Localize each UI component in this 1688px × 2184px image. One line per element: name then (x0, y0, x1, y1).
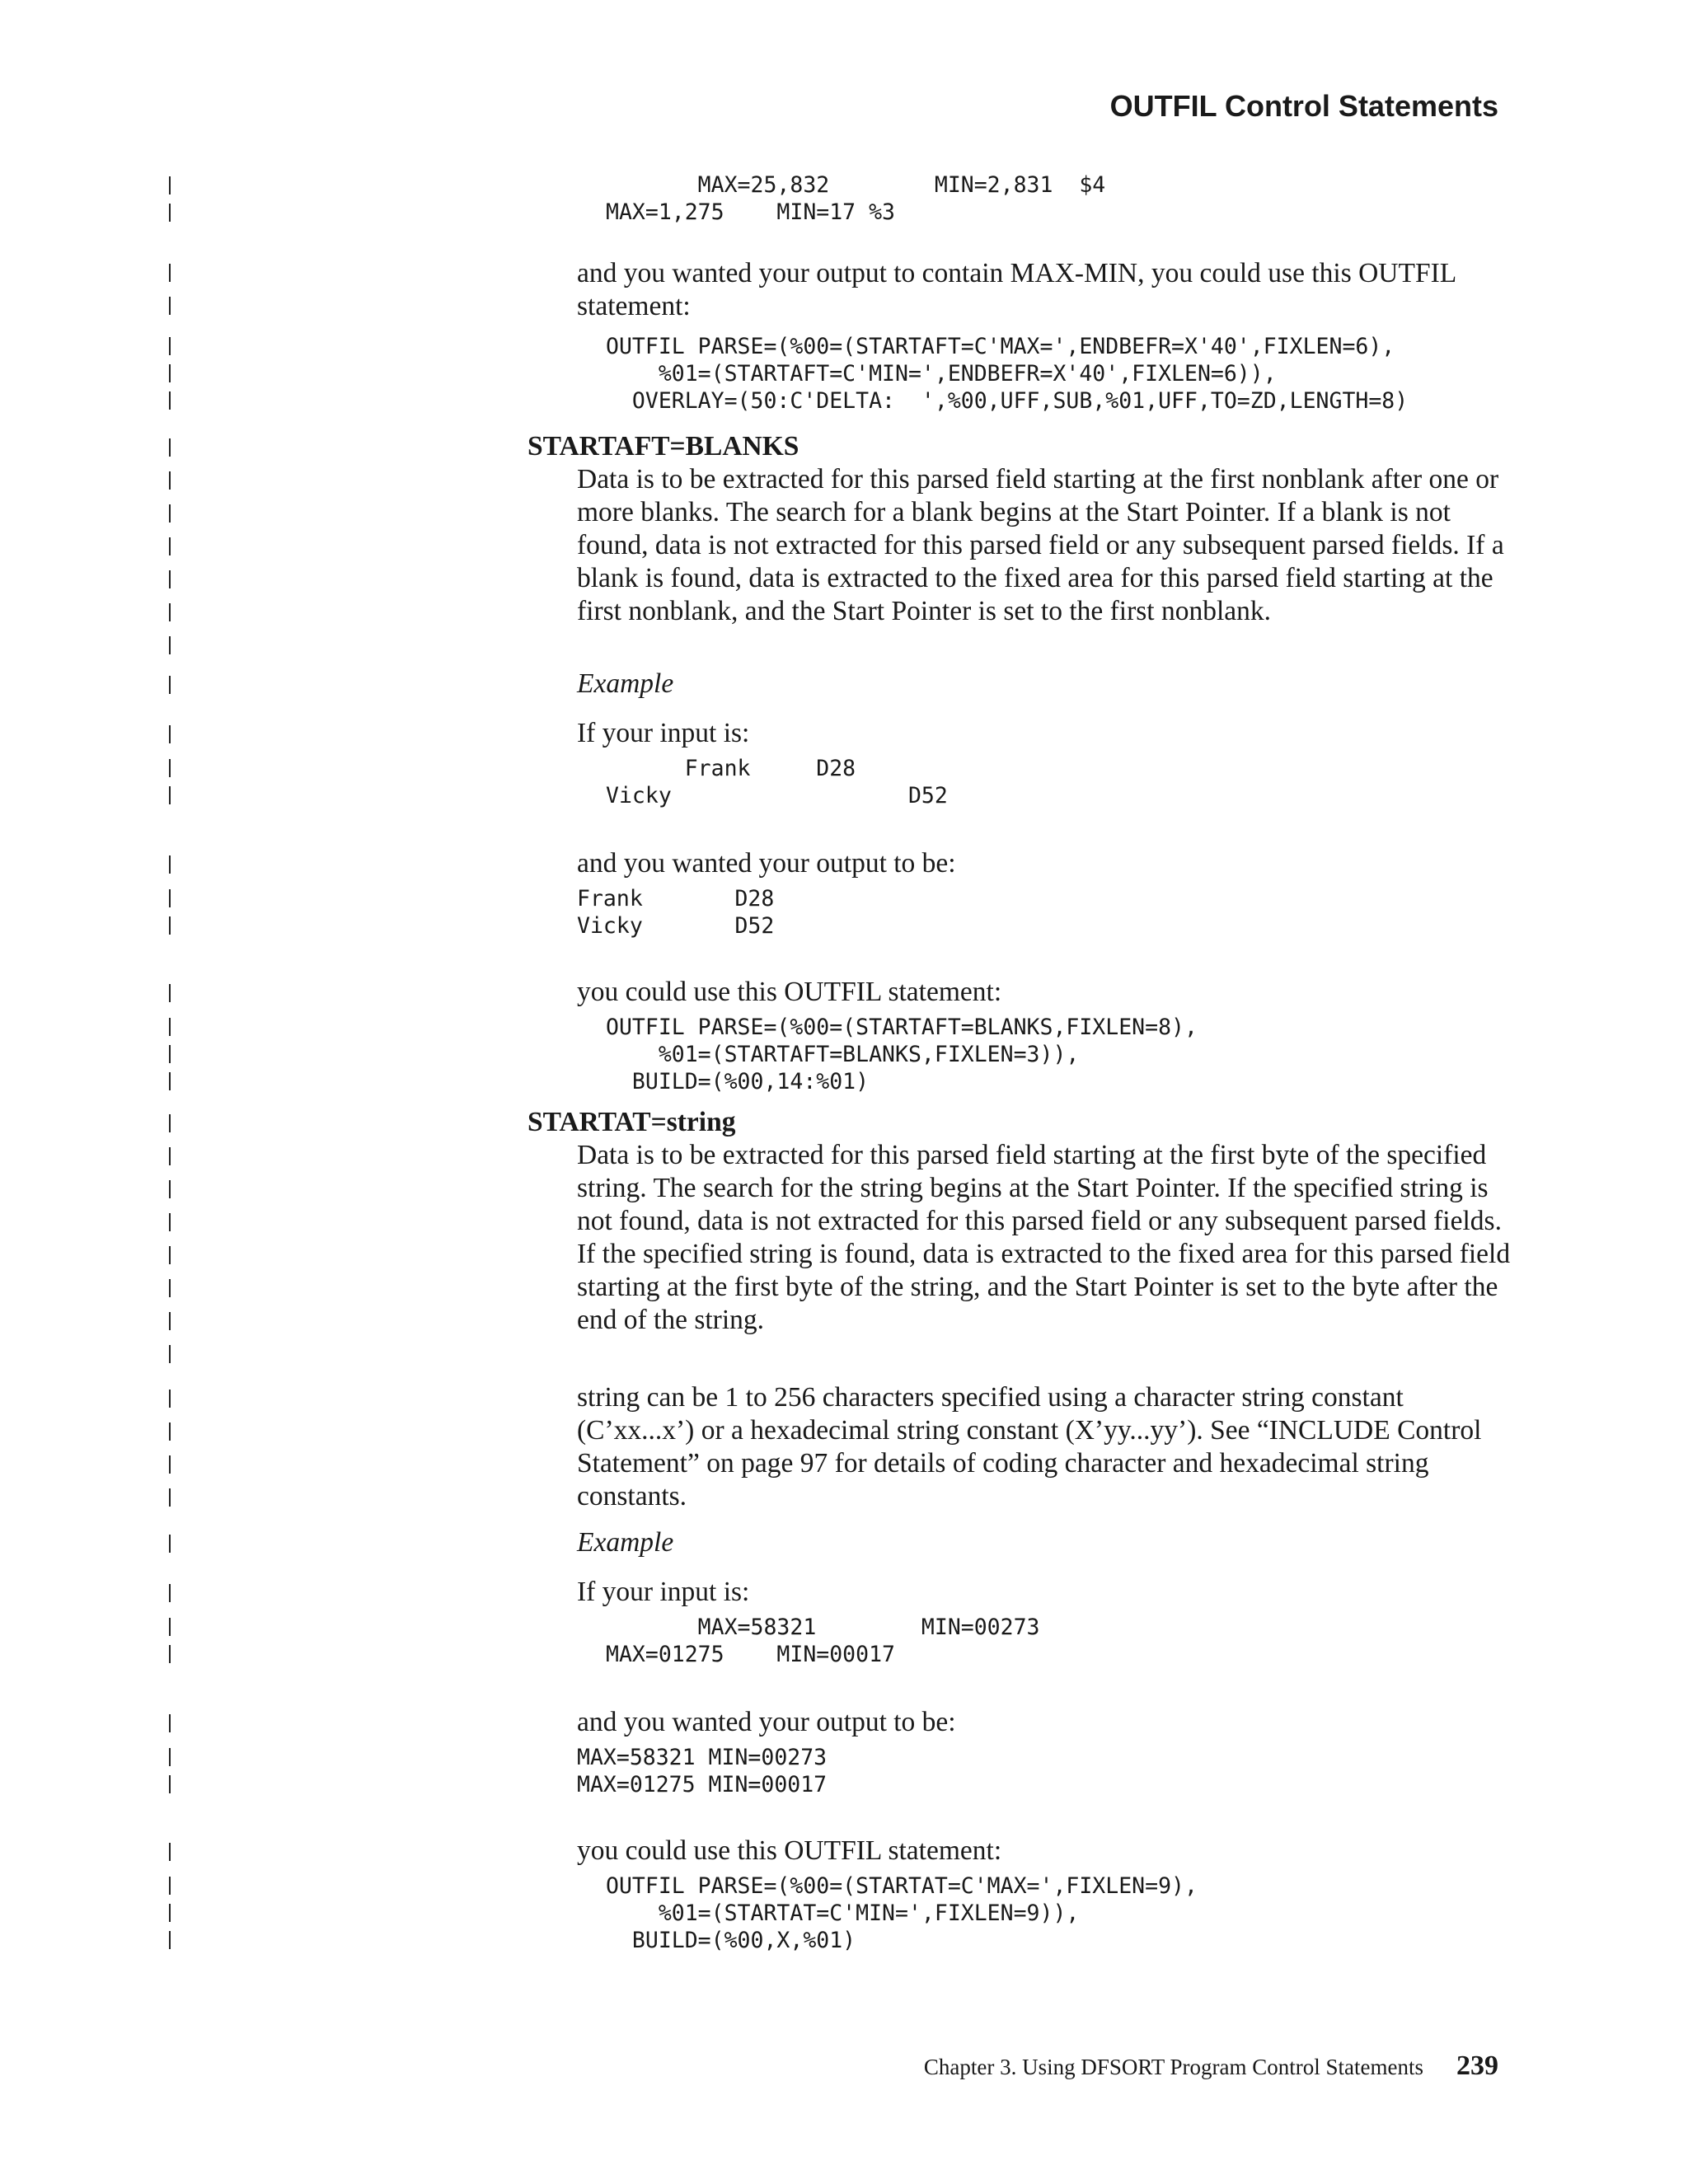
code-block (0, 1744, 1688, 1835)
paragraph (0, 1835, 1688, 1872)
paragraph (0, 257, 1688, 325)
body-text: Data is to be extracted for this parsed field starting at the first byte of the specified string. The search for the string begins at the Start Pointer. If the specified string is not found, data is not extracted for this parsed field or any subsequent parsed fields. If the specified string is found, data is extracted to the fixed area for this parsed field starting at the first byte of the string, and the Start Pointer is set to the byte after the end of the string. (577, 1140, 1511, 1335)
code-block (0, 1014, 1688, 1106)
code-example: OUTFIL PARSE=(%00=(STARTAFT=BLANKS,FIXLEN=8), %01=(STARTAFT=BLANKS,FIXLEN=3)), BUILD=(%00,14:%01) (606, 1015, 1198, 1094)
output-sample: MAX=58321 MIN=00273 MAX=01275 MIN=00017 (577, 1745, 828, 1797)
change-bar (169, 1877, 171, 1895)
change-bar (169, 1246, 171, 1264)
change-bar (169, 504, 171, 523)
example-heading: Example (577, 1527, 674, 1558)
paragraph (0, 1381, 1688, 1526)
paragraph (0, 463, 1688, 668)
change-bar (169, 1147, 171, 1165)
change-bar (169, 204, 171, 222)
input-sample: MAX=58321 MIN=00273 MAX=01275 MIN=00017 (606, 1615, 1040, 1667)
body-text: and you wanted your output to contain MAX-MIN, you could use this OUTFIL statement: (577, 258, 1456, 321)
change-bar (169, 1488, 171, 1507)
input-sample: Frank D28 Vicky D52 (606, 756, 948, 808)
example-label (0, 1526, 1688, 1576)
change-bar (169, 984, 171, 1002)
change-bar (169, 1072, 171, 1090)
code-block (0, 1872, 1688, 1965)
change-bar (169, 1312, 171, 1330)
change-bar (169, 1045, 171, 1063)
change-bar (169, 855, 171, 874)
change-bar (169, 636, 171, 654)
code-block (0, 333, 1688, 430)
code-block (0, 755, 1688, 847)
body-text: you could use this OUTFIL statement: (577, 1835, 1002, 1866)
change-bar (169, 438, 171, 457)
change-bar (169, 337, 171, 355)
page-body (0, 171, 1688, 1965)
change-bar (169, 1931, 171, 1949)
body-text: string can be 1 to 256 characters specified using a character string constant (C’xx...x’) or a hexadecimal string constant (X’yy...yy’). See “INCLUDE Control Statement” on page 97 for details of coding character and hexadecimal string constants. (577, 1382, 1482, 1511)
change-bar (169, 471, 171, 490)
paragraph (0, 1706, 1688, 1744)
change-bar (169, 1213, 171, 1231)
running-header: OUTFIL Control Statements (1109, 89, 1498, 123)
change-bar (169, 1180, 171, 1198)
change-bar (169, 676, 171, 694)
running-footer (924, 2050, 1498, 2082)
change-bar (169, 1345, 171, 1363)
body-text: If your input is: (577, 718, 750, 748)
change-bar (169, 1390, 171, 1408)
paragraph (0, 976, 1688, 1014)
term-heading (0, 1106, 1688, 1139)
example-label (0, 668, 1688, 717)
paragraph (0, 847, 1688, 885)
change-bar (169, 1645, 171, 1663)
change-bar (169, 391, 171, 410)
body-text: Data is to be extracted for this parsed field starting at the first nonblank after one or more blanks. The search for a blank begins at the Start Pointer. If a blank is not found, data is not extracted for this parsed field or any subsequent parsed fields. If a blank is found, data is extracted to the fixed area for this parsed field starting at the first nonblank, and the Start Pointer is set to the first nonblank. (577, 464, 1504, 626)
change-bar (169, 889, 171, 907)
change-bar (169, 297, 171, 315)
change-bar (169, 1422, 171, 1441)
paragraph (0, 717, 1688, 755)
code-example: OUTFIL PARSE=(%00=(STARTAT=C'MAX=',FIXLEN=9), %01=(STARTAT=C'MIN=',FIXLEN=9)), BUILD=(%00,X,%01) (606, 1873, 1198, 1953)
change-bar (169, 1114, 171, 1132)
change-bar (169, 264, 171, 282)
change-bar (169, 176, 171, 194)
term-heading (0, 430, 1688, 463)
body-text: and you wanted your output to be: (577, 848, 956, 879)
change-bar (169, 570, 171, 588)
change-bar (169, 603, 171, 621)
example-heading: Example (577, 668, 674, 699)
term-startaft-blanks: STARTAFT=BLANKS (528, 431, 799, 462)
page-number: 239 (1456, 2050, 1498, 2081)
body-text: and you wanted your output to be: (577, 1707, 956, 1737)
term-startat-string: STARTAT=string (528, 1107, 736, 1137)
change-bar (169, 364, 171, 382)
output-sample: Frank D28 Vicky D52 (577, 886, 775, 939)
body-text: you could use this OUTFIL statement: (577, 977, 1002, 1007)
code-example: OUTFIL PARSE=(%00=(STARTAFT=C'MAX=',ENDBEFR=X'40',FIXLEN=6), %01=(STARTAFT=C'MIN=',ENDBEFR=X'40',FIXLEN=6)), OVERLAY=(50:C'DELTA: ',%00,UFF,SUB,%01,UFF,TO=ZD,LENGTH=8) (606, 334, 1409, 414)
paragraph (0, 1139, 1688, 1381)
change-bar (169, 1775, 171, 1793)
code-example: MAX=25,832 MIN=2,831 $4 MAX=1,275 MIN=17 %3 (606, 172, 1106, 225)
paragraph (0, 1576, 1688, 1614)
chapter-title: Chapter 3. Using DFSORT Program Control Statements (923, 2055, 1423, 2079)
change-bar (169, 1618, 171, 1636)
change-bar (169, 1748, 171, 1766)
change-bar (169, 1018, 171, 1036)
change-bar (169, 1904, 171, 1922)
change-bar (169, 1279, 171, 1297)
change-bar (169, 1455, 171, 1474)
change-bar (169, 1843, 171, 1861)
code-block (0, 171, 1688, 257)
change-bar (169, 786, 171, 804)
change-bar (169, 537, 171, 555)
body-text: If your input is: (577, 1577, 750, 1607)
change-bar (169, 725, 171, 743)
change-bar (169, 916, 171, 935)
change-bar (169, 759, 171, 777)
code-block (0, 885, 1688, 976)
change-bar (169, 1714, 171, 1732)
change-bar (169, 1584, 171, 1602)
code-block (0, 1614, 1688, 1706)
change-bar (169, 1535, 171, 1553)
